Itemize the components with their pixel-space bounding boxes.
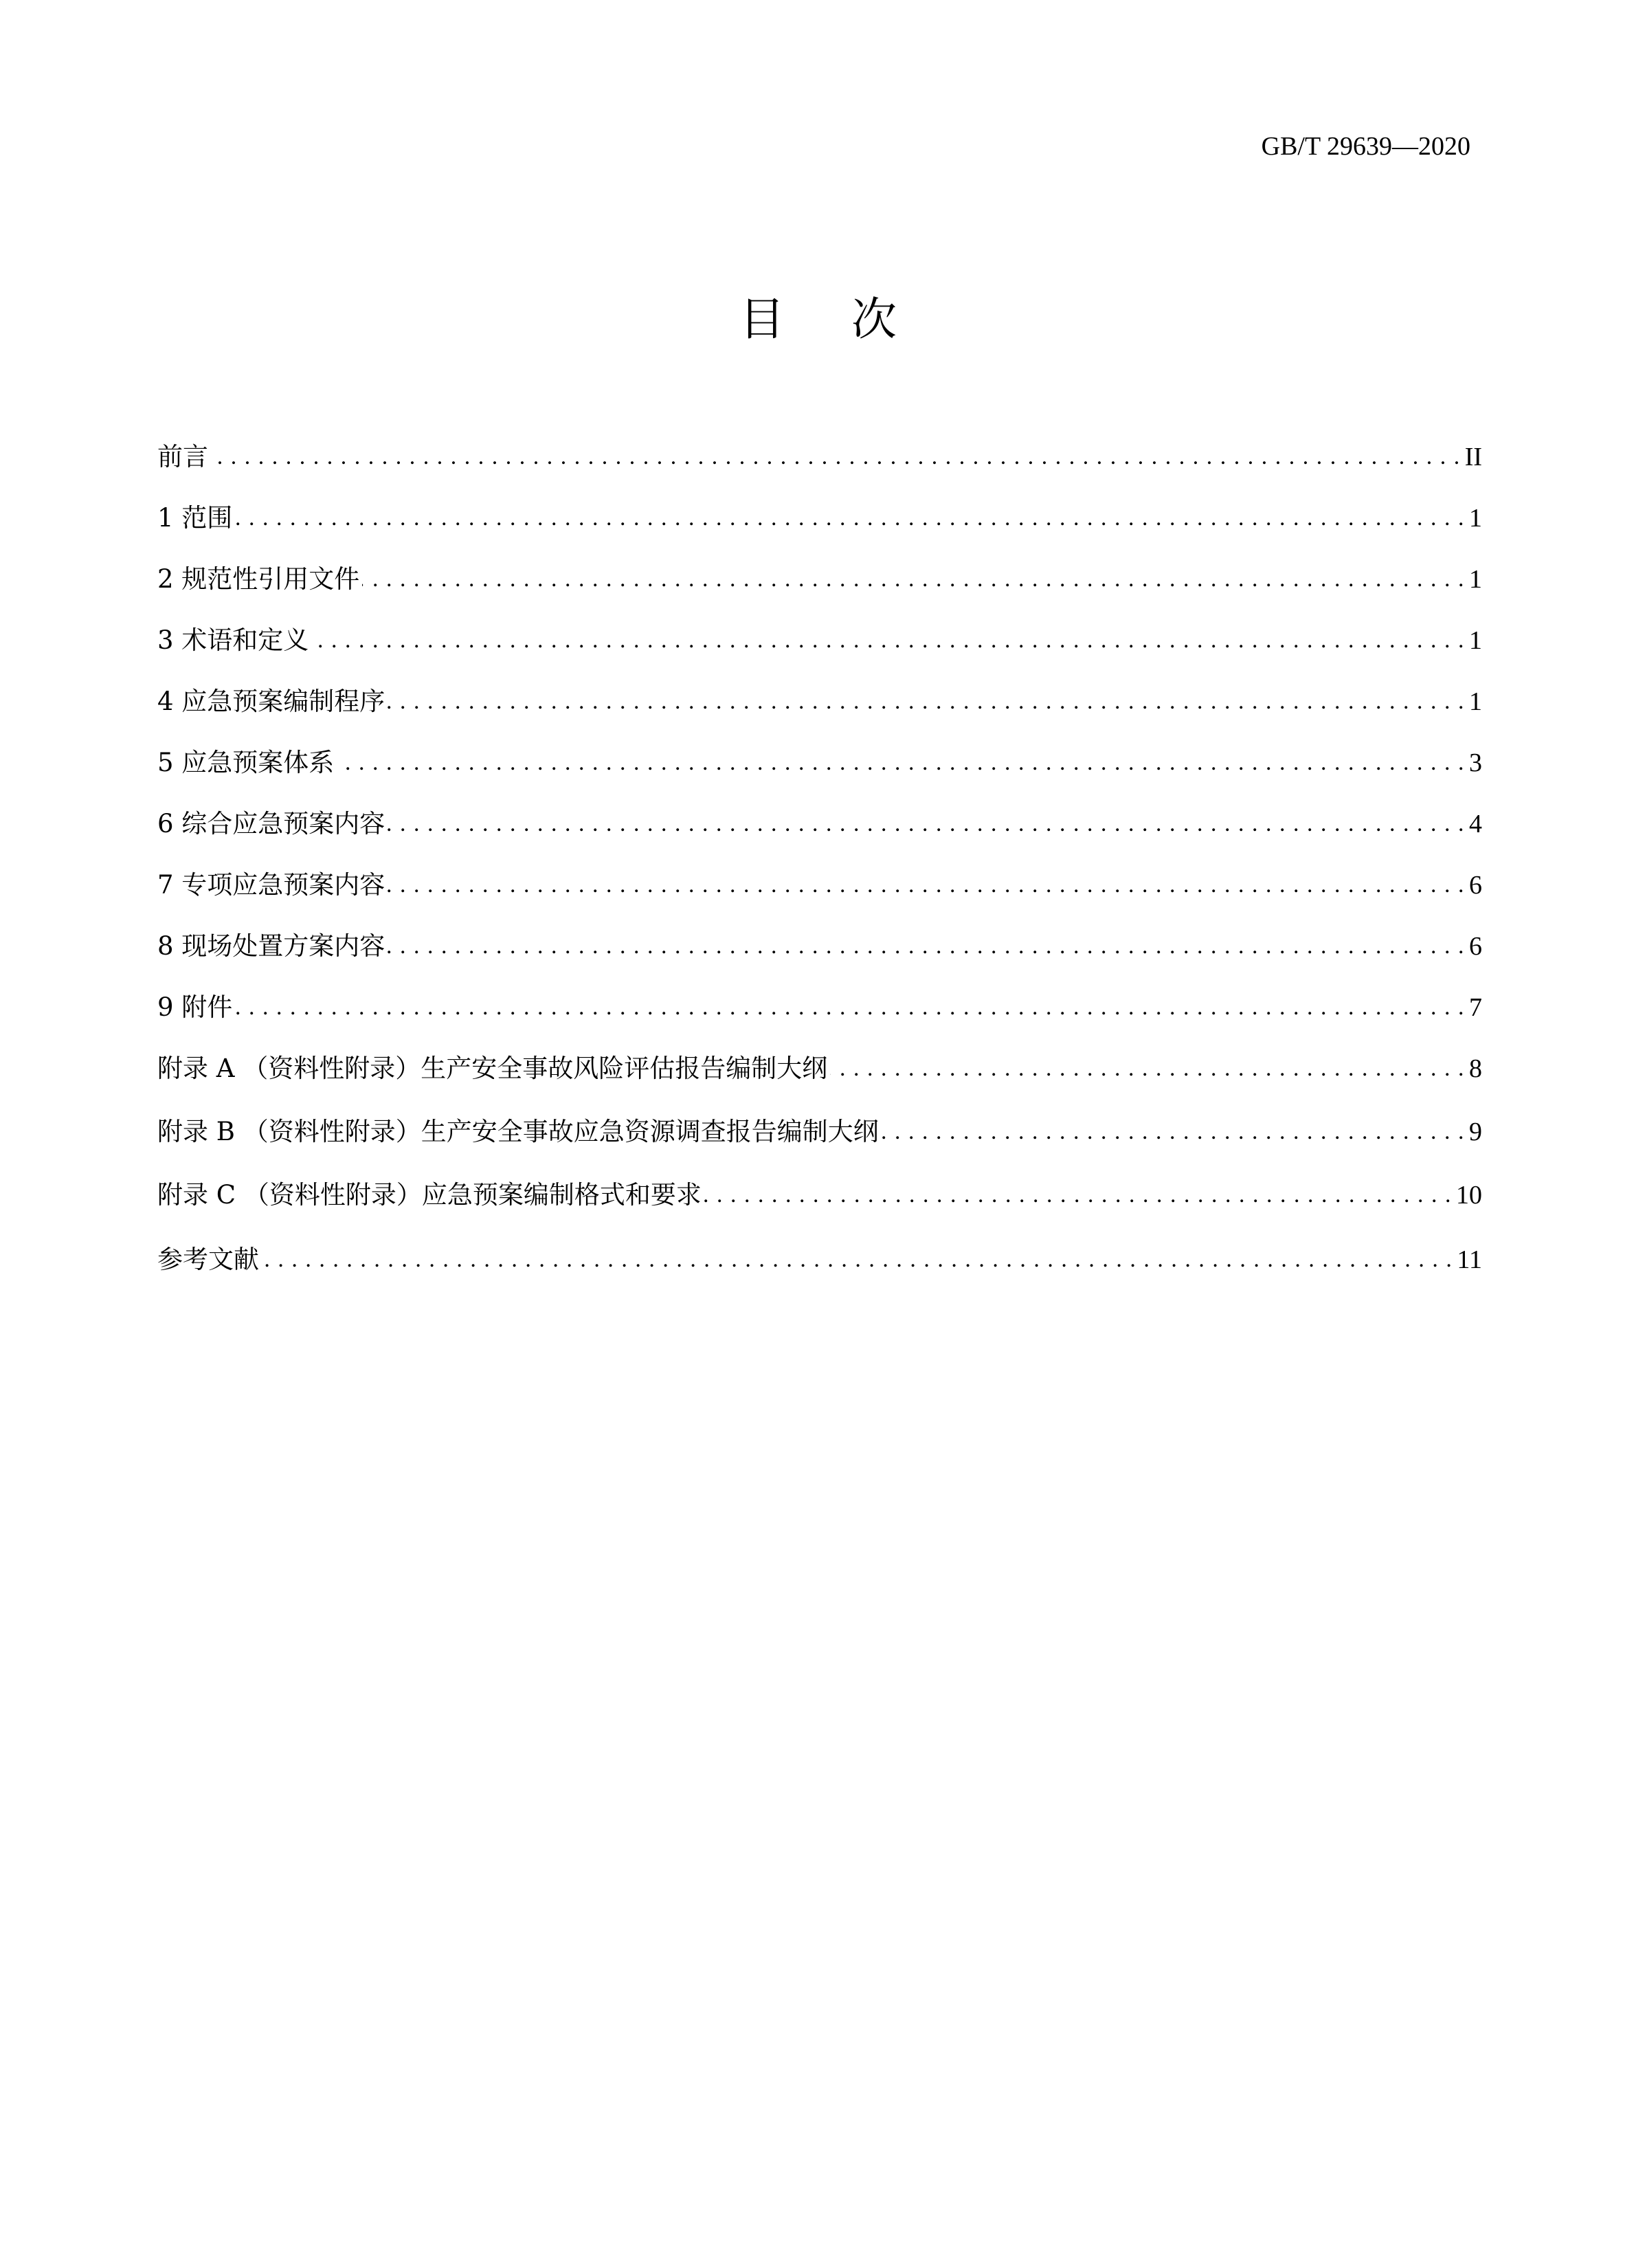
toc-entry-scope[interactable] — [157, 498, 1482, 536]
standard-code: GB/T 29639—2020 — [1261, 132, 1470, 161]
toc-leader-dots — [311, 623, 1465, 658]
toc-entry-label: 8 现场处置方案内容 — [157, 931, 385, 961]
toc-entry-label: 3 术语和定义 — [157, 625, 309, 655]
toc-entry-attachments[interactable] — [157, 987, 1482, 1025]
toc-entry-appendix-c[interactable] — [157, 1175, 1482, 1213]
toc-entry-comprehensive-plan[interactable] — [157, 803, 1482, 842]
toc-leader-dots — [830, 1051, 1465, 1087]
toc-entry-label: 5 应急预案体系 — [157, 748, 335, 777]
toc-leader-dots — [882, 1114, 1465, 1150]
toc-entry-page: 1 — [1469, 687, 1482, 716]
toc-entry-label: 前言 — [157, 442, 208, 471]
toc-entry-page: II — [1464, 443, 1482, 471]
toc-entry-bibliography[interactable] — [157, 1239, 1482, 1278]
toc-entry-page: 7 — [1469, 993, 1482, 1022]
toc-entry-onsite-plan[interactable] — [157, 926, 1482, 964]
toc-entry-label: 附录 A （资料性附录）生产安全事故风险评估报告编制大纲 — [157, 1054, 828, 1083]
toc-entry-page: 4 — [1469, 810, 1482, 838]
toc-entry-page: 1 — [1469, 565, 1482, 594]
toc-entry-page: 9 — [1469, 1118, 1482, 1146]
toc-entry-page: 3 — [1469, 748, 1482, 777]
toc-entry-page: 1 — [1469, 626, 1482, 655]
toc-entry-page: 6 — [1469, 932, 1482, 961]
toc-entry-label: 9 附件 — [157, 992, 233, 1022]
toc-entry-label: 1 范围 — [157, 503, 233, 533]
toc-entry-page: 6 — [1469, 871, 1482, 900]
toc-leader-dots — [235, 500, 1465, 536]
toc-entry-normative-references[interactable] — [157, 559, 1482, 597]
toc-entry-label: 参考文献 — [157, 1245, 259, 1274]
toc-entry-label: 6 综合应急预案内容 — [157, 809, 385, 838]
toc-entry-appendix-a[interactable] — [157, 1048, 1482, 1087]
toc-entry-page: 8 — [1469, 1054, 1482, 1083]
toc-leader-dots — [388, 929, 1465, 964]
toc-entry-page: 10 — [1456, 1181, 1482, 1210]
toc-entry-page: 11 — [1457, 1245, 1482, 1274]
toc-leader-dots — [337, 745, 1465, 781]
toc-entry-label: 7 专项应急预案内容 — [157, 870, 385, 900]
toc-entry-label: 附录 B （资料性附录）生产安全事故应急资源调查报告编制大纲 — [157, 1117, 879, 1146]
toc-entry-terms[interactable] — [157, 620, 1482, 658]
toc-entry-system[interactable] — [157, 742, 1482, 781]
toc-leader-dots — [388, 806, 1465, 842]
toc-leader-dots — [388, 867, 1465, 903]
toc-leader-dots — [362, 562, 1465, 597]
toc-entry-procedure[interactable] — [157, 681, 1482, 720]
toc-entry-label: 附录 C （资料性附录）应急预案编制格式和要求 — [157, 1180, 702, 1210]
toc-entry-label: 2 规范性引用文件 — [157, 564, 360, 594]
toc-entry-page: 1 — [1469, 504, 1482, 533]
toc-leader-dots — [388, 684, 1465, 720]
toc-leader-dots — [235, 990, 1465, 1025]
page-title: 目 次 — [739, 293, 923, 346]
toc-leader-dots — [262, 1242, 1453, 1278]
toc-leader-dots — [704, 1177, 1452, 1213]
toc-entry-foreword[interactable] — [157, 436, 1482, 475]
toc-entry-special-plan[interactable] — [157, 865, 1482, 903]
toc-leader-dots — [211, 439, 1461, 475]
toc-entry-appendix-b[interactable] — [157, 1111, 1482, 1150]
toc-entry-label: 4 应急预案编制程序 — [157, 687, 385, 716]
